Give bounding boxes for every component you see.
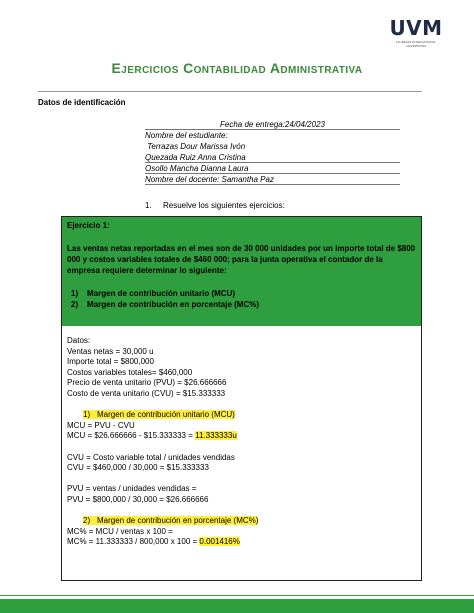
uvm-logo xyxy=(388,16,444,48)
data-line: Ventas netas = 30,000 u xyxy=(67,346,154,356)
section-1-heading: 1) Margen de contribución unitario (MCU) xyxy=(83,410,235,420)
footer-line xyxy=(0,595,474,596)
mcu-formula: MCU = PVU - CVU xyxy=(67,420,135,430)
question-list xyxy=(67,288,416,310)
data-line: Costo de venta unitario (CVU) = $15.333333 xyxy=(67,388,226,398)
data-line: Importe total = $800,000 xyxy=(67,357,154,367)
question-item: 2) Margen de contribución en porcentaje (MC%) xyxy=(71,300,260,309)
exercise-box xyxy=(61,216,422,581)
student-label: Nombre del estudiante: xyxy=(145,131,228,140)
title-divider xyxy=(38,91,422,92)
mc-formula: MC% = MCU / ventas x 100 = xyxy=(67,526,173,536)
cvu-calculation: CVU = $460,000 / 30,000 = $15.333333 xyxy=(67,463,209,473)
data-line: Costos variables totales= $460,000 xyxy=(67,367,193,377)
exercise-statement: Las ventas netas reportadas en el mes son de 30 000 unidades por un importe total de $800 000 y costos variables totales de $460 000; para la junta operativa el contador de la empresa requiere determinar lo siguiente: xyxy=(67,244,416,275)
mcu-calculation: MCU = $26.666666 - $15.333333 = 11.333333u xyxy=(67,431,237,441)
pvu-calculation: PVU = $800,000 / 30,000 = $26.666666 xyxy=(67,494,209,504)
identification-table xyxy=(145,119,400,185)
instruction-text: Resuelve los siguientes ejercicios: xyxy=(163,201,285,210)
instruction xyxy=(145,201,285,210)
data-label: Datos: xyxy=(67,336,91,345)
student-name-2: Quezada Ruiz Anna Cristina xyxy=(145,152,400,163)
cvu-formula: CVU = Costo variable total / unidades vendidas xyxy=(67,452,235,462)
mc-calculation: MC% = 11.333333 / 800,000 x 100 = 0.001416% xyxy=(67,537,240,547)
logo-subtitle: LAUREATE INTERNATIONAL UNIVERSITIES xyxy=(395,40,437,48)
exercise-solution xyxy=(62,326,421,558)
exercise-title: Ejercicio 1: xyxy=(67,221,110,230)
teacher-name: Nombre del docente: Samantha Paz xyxy=(145,174,400,185)
student-name-3: Osollo Mancha Dianna Laura xyxy=(145,163,400,174)
section-2-heading: 2) Margen de contribución en porcentaje (MC%) xyxy=(83,516,259,526)
question-item: 1) Margen de contribución unitario (MCU) xyxy=(71,289,235,298)
mcu-result: 11.333333u xyxy=(195,431,237,441)
exercise-header xyxy=(62,217,421,326)
mc-result: 0.001416% xyxy=(199,537,240,547)
delivery-date: Fecha de entrega:24/04/2023 xyxy=(145,119,400,130)
data-line: Precio de venta unitario (PVU) = $26.666666 xyxy=(67,378,227,388)
logo-text: UVM xyxy=(389,16,443,40)
student-name-1: Terrazas Dour Marissa Ivón xyxy=(147,142,246,151)
instruction-number: 1. xyxy=(145,201,152,210)
document-title: Ejercicios Contabilidad Administrativa xyxy=(111,60,363,76)
pvu-formula: PVU = ventas / unidades vendidas = xyxy=(67,484,197,494)
identification-label: Datos de identificación xyxy=(38,98,126,107)
footer-bar xyxy=(0,599,474,613)
